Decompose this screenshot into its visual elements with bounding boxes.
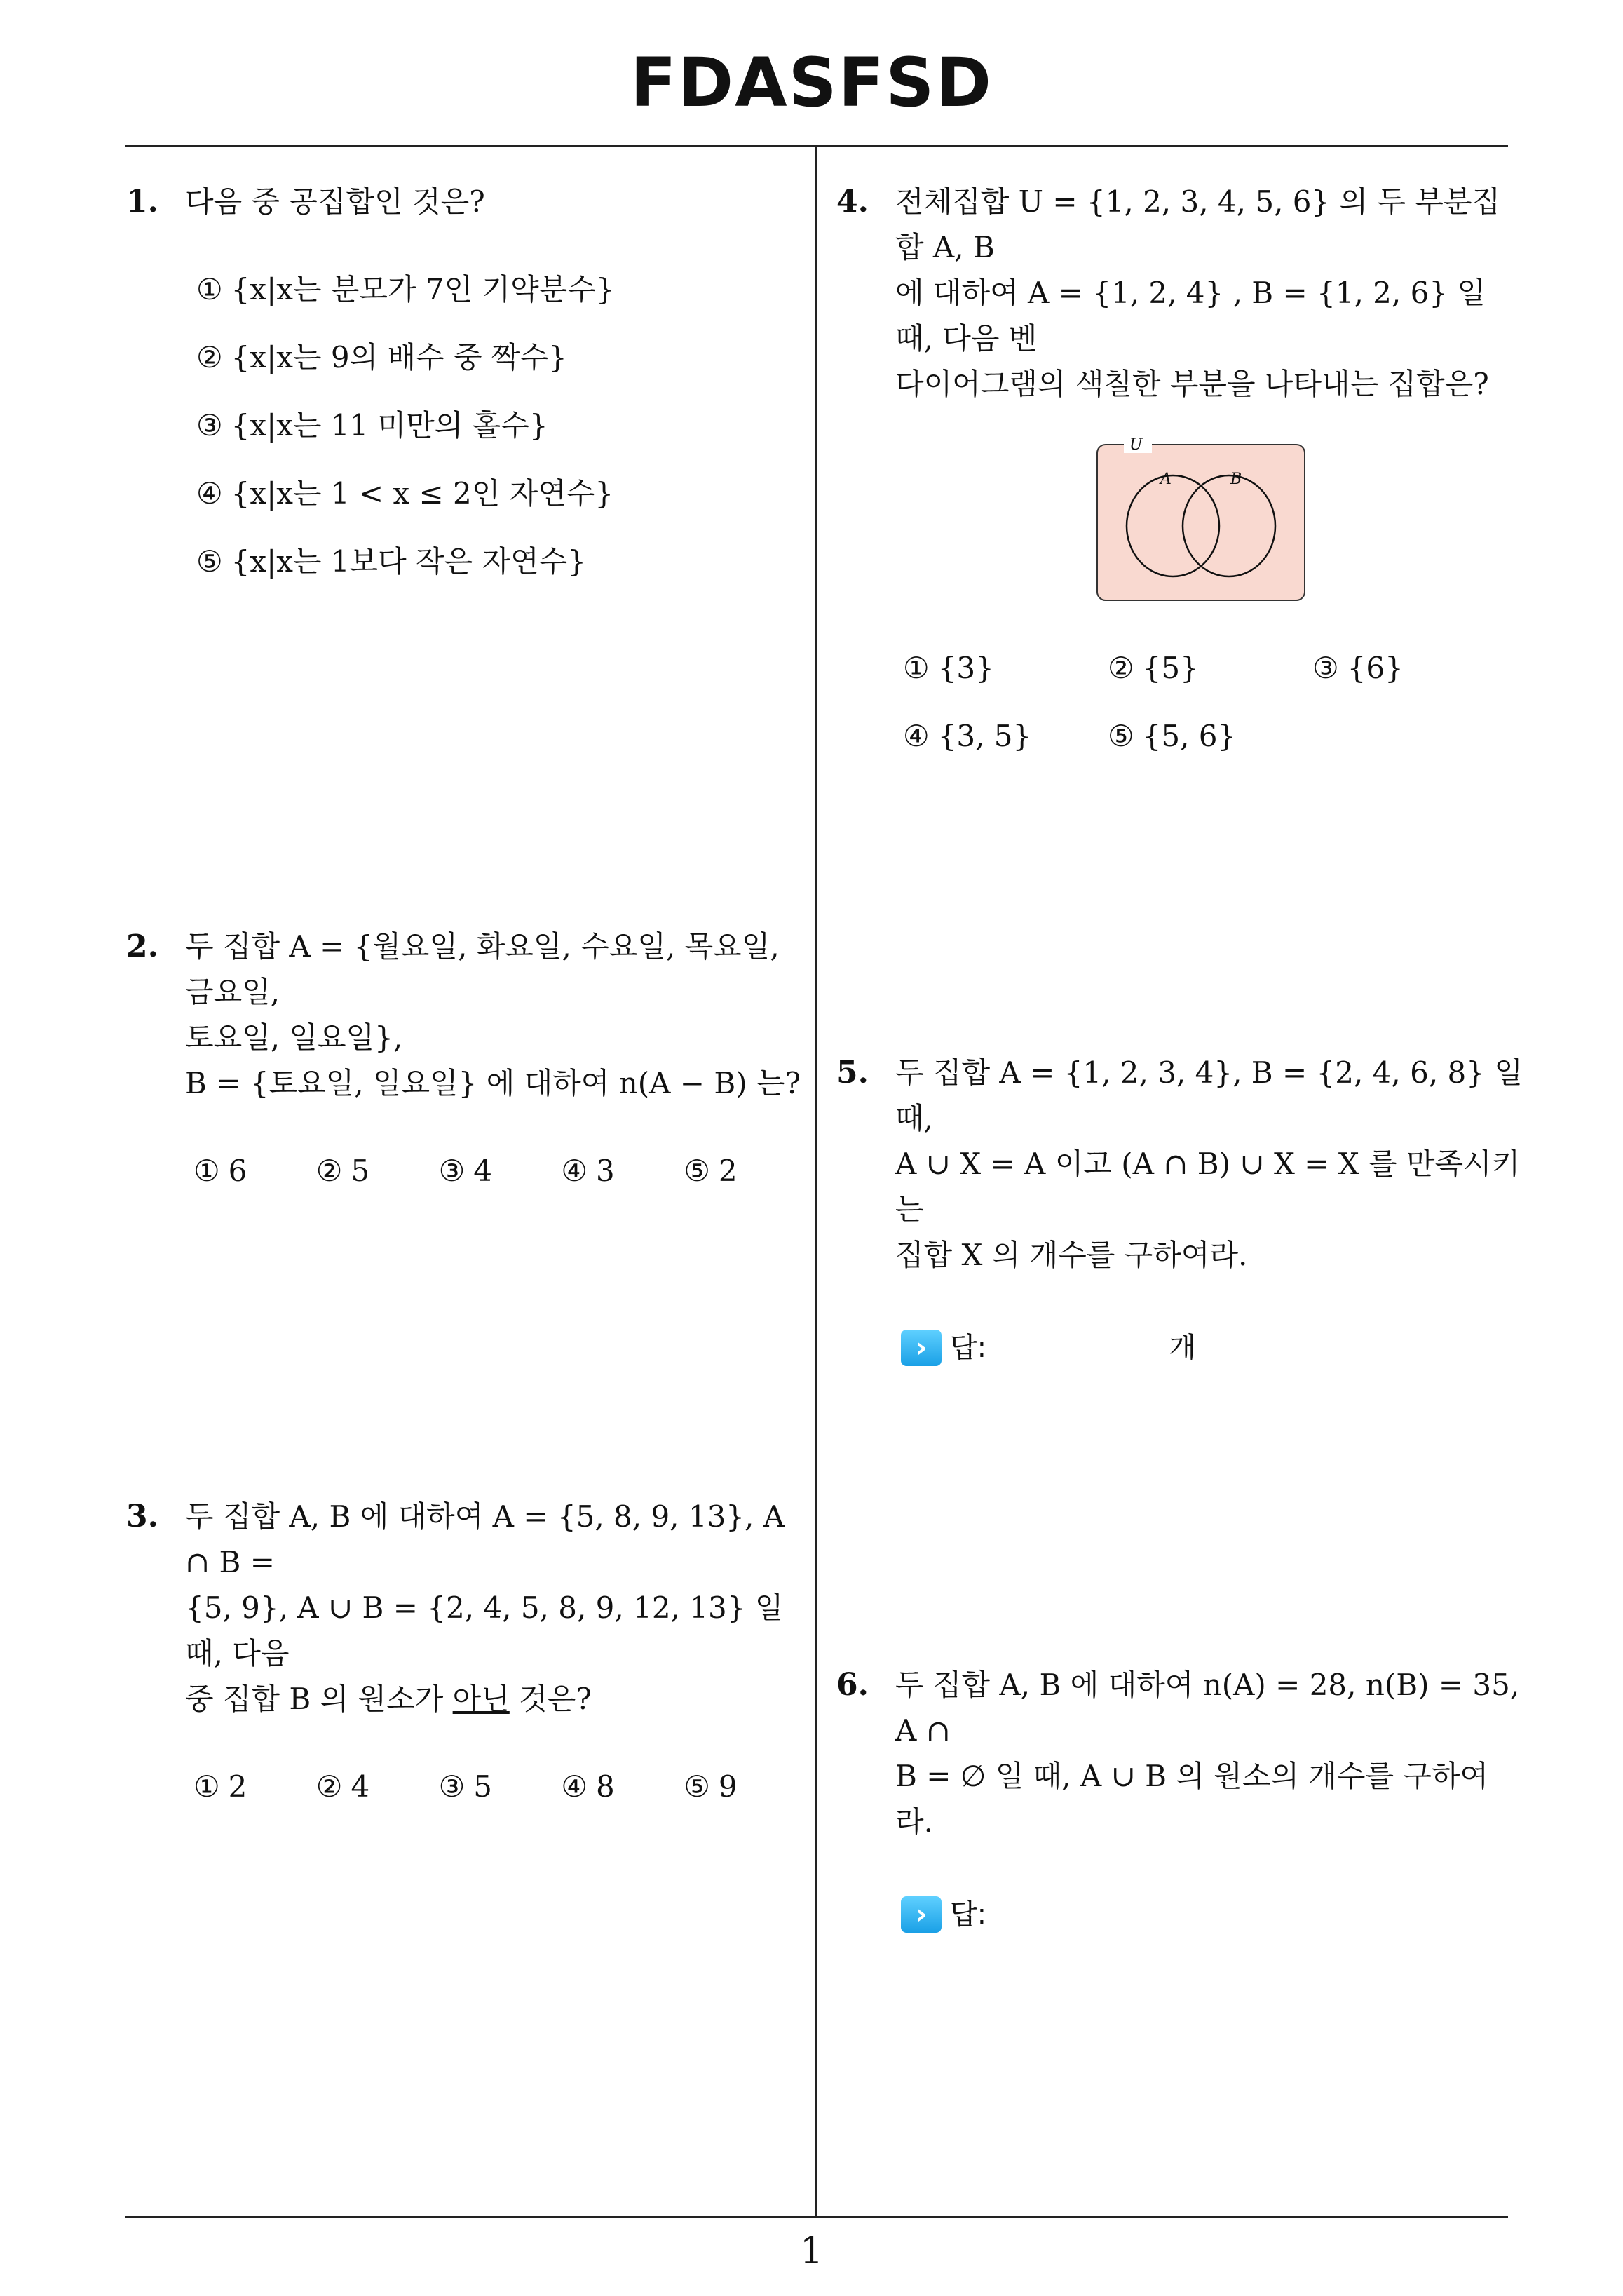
- stem-line: 토요일, 일요일},: [185, 1020, 403, 1055]
- question-stem: [895, 179, 1523, 407]
- stem-line: B = ∅ 일 때, A ∪ B 의 원소의 개수를 구하여라.: [895, 1759, 1489, 1839]
- chevron-right-icon: ›: [901, 1896, 942, 1933]
- stem-line: 두 집합 A = {1, 2, 3, 4}, B = {2, 4, 6, 8} 일 때,: [895, 1055, 1523, 1135]
- question-number: 2.: [126, 928, 158, 964]
- option-text: 3: [596, 1154, 615, 1188]
- answer-field[interactable]: [901, 1327, 1523, 1369]
- question-1: [126, 179, 806, 607]
- stem-line: [185, 1676, 806, 1722]
- option-4[interactable]: [903, 713, 1108, 759]
- option-1[interactable]: [193, 1148, 316, 1194]
- option-text: {x|x는 1보다 작은 자연수}: [231, 544, 586, 579]
- option-row: [193, 1764, 806, 1809]
- option-4[interactable]: [196, 471, 806, 539]
- option-4[interactable]: [561, 1148, 684, 1194]
- option-mark: ③: [1312, 651, 1339, 685]
- question-number: 5.: [836, 1055, 869, 1090]
- option-3[interactable]: [439, 1148, 562, 1194]
- option-text: 5: [473, 1769, 492, 1804]
- answer-field[interactable]: [901, 1893, 1523, 1936]
- option-text: {x|x는 11 미만의 홀수}: [231, 408, 548, 443]
- question-2: [126, 924, 806, 1194]
- option-2[interactable]: [316, 1764, 439, 1809]
- option-mark: ⑤: [684, 1154, 710, 1188]
- option-mark: ③: [438, 1154, 466, 1188]
- option-text: 8: [596, 1769, 615, 1804]
- option-text: 6: [228, 1154, 247, 1188]
- stem-line: A ∪ X = A 이고 (A ∩ B) ∪ X = X 를 만족시키는: [895, 1147, 1521, 1227]
- chevron-right-icon: ›: [901, 1330, 942, 1366]
- question-stem: [185, 1494, 806, 1722]
- stem-line: {5, 9}, A ∪ B = {2, 4, 5, 8, 9, 12, 13} 일 때, 다음: [185, 1591, 784, 1670]
- option-text: 4: [351, 1769, 370, 1804]
- stem-text: 중 집합 B 의 원소가: [185, 1682, 453, 1716]
- option-mark: ①: [196, 272, 223, 306]
- venn-set-b-circle: [1183, 475, 1275, 576]
- question-6: [836, 1662, 1523, 1936]
- question-number: 3.: [126, 1499, 158, 1534]
- option-5[interactable]: [196, 539, 806, 607]
- question-4: [836, 179, 1523, 759]
- option-3[interactable]: [439, 1764, 562, 1809]
- stem-line: 전체집합 U = {1, 2, 3, 4, 5, 6} 의 두 부분집합 A, B: [895, 184, 1501, 264]
- option-text: {3, 5}: [937, 719, 1032, 753]
- option-3[interactable]: [1312, 645, 1517, 691]
- option-text: 5: [351, 1154, 370, 1188]
- option-2[interactable]: [1108, 645, 1312, 691]
- option-mark: ④: [196, 476, 223, 511]
- venn-set-b-label: B: [1230, 471, 1242, 488]
- question-5: [836, 1050, 1523, 1369]
- venn-universe-label: U: [1129, 436, 1143, 454]
- question-stem: [895, 1050, 1523, 1278]
- emphasis-underline: 아닌: [452, 1682, 510, 1716]
- option-mark: ⑤: [684, 1769, 710, 1804]
- option-text: {x|x는 분모가 7인 기약분수}: [231, 272, 615, 306]
- stem-line: 두 집합 A = {월요일, 화요일, 수요일, 목요일, 금요일,: [185, 929, 780, 1009]
- option-1[interactable]: [193, 1764, 316, 1809]
- option-2[interactable]: [316, 1148, 439, 1194]
- option-list: [196, 266, 806, 607]
- stem-line: B = {토요일, 일요일} 에 대하여 n(A − B) 는?: [185, 1066, 801, 1100]
- option-text: {3}: [937, 651, 994, 685]
- answer-label: 답:: [950, 1331, 987, 1364]
- question-stem: 다음 중 공집합인 것은?: [185, 184, 485, 219]
- option-mark: ②: [315, 1154, 343, 1188]
- option-mark: ①: [193, 1769, 220, 1804]
- option-3[interactable]: [196, 403, 806, 471]
- option-text: 4: [473, 1154, 492, 1188]
- option-mark: ②: [315, 1769, 343, 1804]
- option-5[interactable]: [684, 1148, 806, 1194]
- answer-unit: 개: [1169, 1331, 1196, 1364]
- option-text: 2: [718, 1154, 738, 1188]
- option-mark: ④: [903, 719, 930, 753]
- stem-line: 두 집합 A, B 에 대하여 n(A) = 28, n(B) = 35, A ∩: [895, 1668, 1520, 1748]
- option-mark: ③: [438, 1769, 466, 1804]
- stem-text: 것은?: [509, 1682, 592, 1716]
- option-mark: ⑤: [1108, 719, 1134, 753]
- stem-line: 다이어그램의 색칠한 부분을 나타내는 집합은?: [895, 367, 1489, 401]
- option-mark: ⑤: [196, 544, 223, 579]
- answer-label: 답:: [950, 1898, 987, 1931]
- option-5[interactable]: [1108, 713, 1312, 759]
- option-row: [193, 1148, 806, 1194]
- option-text: 9: [718, 1769, 738, 1804]
- page-title: FDASFSD: [630, 43, 993, 122]
- question-number: 4.: [836, 184, 869, 220]
- option-4[interactable]: [561, 1764, 684, 1809]
- option-mark: ④: [561, 1154, 588, 1188]
- option-mark: ②: [1108, 651, 1134, 685]
- stem-line: 집합 X 의 개수를 구하여라.: [895, 1238, 1248, 1272]
- option-text: {6}: [1347, 651, 1404, 685]
- option-text: {x|x는 9의 배수 중 짝수}: [231, 340, 567, 374]
- option-text: {5, 6}: [1142, 719, 1237, 753]
- option-text: {x|x는 1 < x ≤ 2인 자연수}: [231, 476, 614, 511]
- option-mark: ②: [196, 340, 223, 374]
- option-text: 2: [228, 1769, 247, 1804]
- venn-set-a-label: A: [1160, 471, 1172, 488]
- question-stem: [185, 924, 806, 1106]
- question-3: [126, 1494, 806, 1809]
- question-stem: [895, 1662, 1523, 1844]
- stem-line: 두 집합 A, B 에 대하여 A = {5, 8, 9, 13}, A ∩ B =: [185, 1499, 785, 1579]
- option-2[interactable]: [196, 335, 806, 403]
- option-mark: ③: [196, 408, 223, 443]
- stem-line: 에 대하여 A = {1, 2, 4} , B = {1, 2, 6} 일 때, 다음 벤: [895, 276, 1486, 356]
- option-mark: ①: [193, 1154, 220, 1188]
- option-grid: [903, 645, 1523, 759]
- option-mark: ①: [903, 651, 930, 685]
- option-5[interactable]: [684, 1764, 806, 1809]
- column-divider: [815, 147, 817, 2217]
- option-mark: ④: [561, 1769, 588, 1804]
- option-1[interactable]: [903, 645, 1108, 691]
- question-number: 6.: [836, 1667, 869, 1703]
- bottom-rule: [125, 2216, 1508, 2218]
- venn-diagram: [1096, 435, 1306, 603]
- question-number: 1.: [126, 184, 158, 220]
- option-text: {5}: [1142, 651, 1199, 685]
- option-1[interactable]: [196, 266, 806, 335]
- page-number: 1: [799, 2230, 824, 2272]
